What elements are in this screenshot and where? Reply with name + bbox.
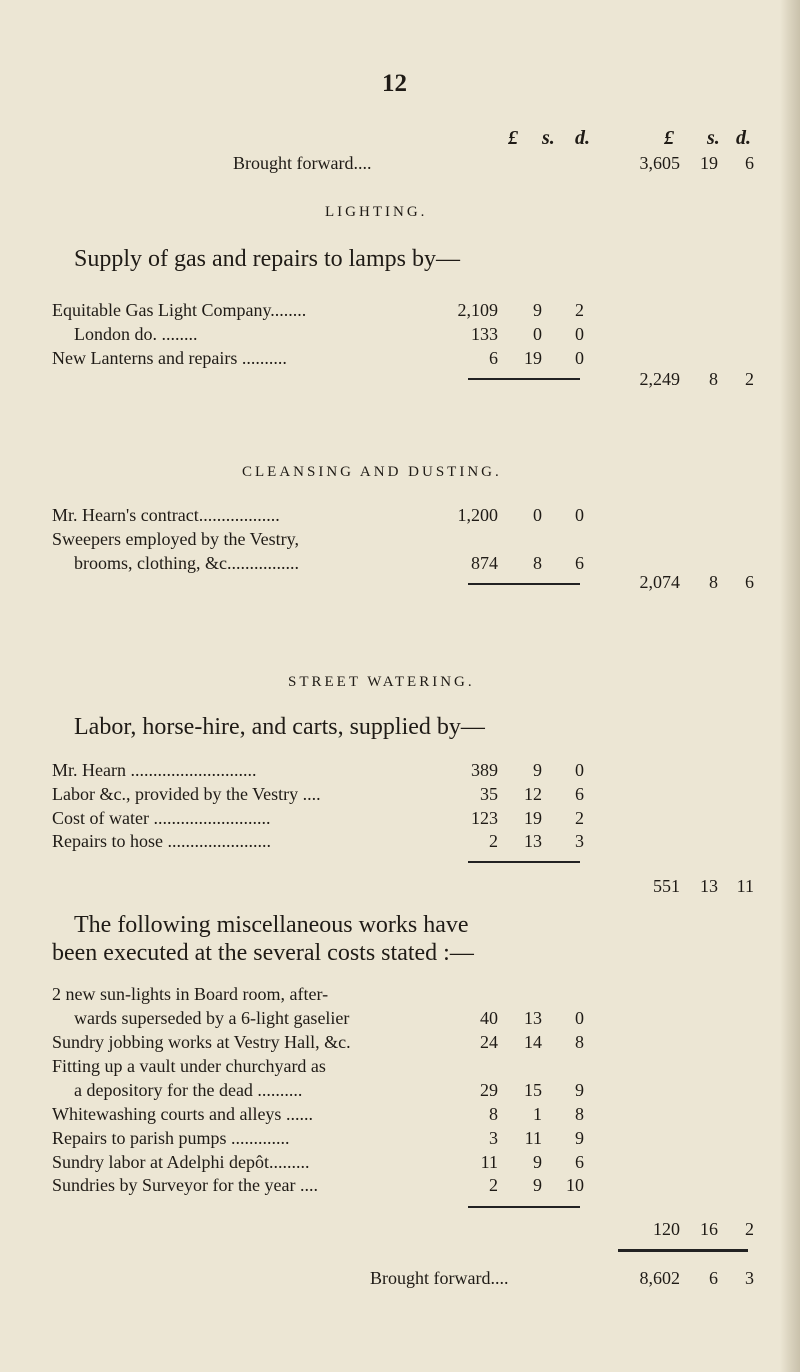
watering-intro: Labor, horse-hire, and carts, supplied by— [74,714,485,740]
item-label: Sweepers employed by the Vestry, [52,529,299,549]
lighting-item-row [0,300,800,326]
col-header-pence-2: d. [736,127,751,149]
item-pounds: 123 [471,808,498,828]
item-pounds: 8 [489,1104,498,1124]
item-pence: 8 [575,1104,584,1124]
item-label: wards superseded by a 6-light gaselier [74,1008,350,1028]
brought-forward-top-row [0,153,800,179]
item-pounds: 40 [480,1008,498,1028]
item-label: 2 new sun-lights in Board room, after- [52,984,329,1004]
col-header-pounds-1: £ [508,127,518,149]
item-shillings: 9 [533,760,542,780]
item-shillings: 0 [533,324,542,344]
misc-item-row [0,1175,800,1201]
total-pence: 6 [745,572,754,592]
total-pounds: 2,249 [639,369,680,389]
item-label: Repairs to parish pumps ............. [52,1128,290,1148]
item-pence: 9 [575,1128,584,1148]
item-shillings: 9 [533,1175,542,1195]
col-header-pence-1: d. [575,127,590,149]
item-shillings: 13 [524,1008,542,1028]
item-shillings: 9 [533,1152,542,1172]
item-shillings: 15 [524,1080,542,1100]
item-label: Fitting up a vault under churchyard as [52,1056,326,1076]
item-pounds: 2 [489,1175,498,1195]
misc-intro-line1: The following miscellaneous works have [74,912,469,938]
item-pence: 0 [575,324,584,344]
item-pounds: 6 [489,348,498,368]
item-pounds: 2,109 [457,300,498,320]
item-pounds: 3 [489,1128,498,1148]
item-pence: 0 [575,760,584,780]
item-shillings: 9 [533,300,542,320]
item-pence: 10 [566,1175,584,1195]
item-pounds: 1,200 [457,505,498,525]
total-pounds: 8,602 [639,1268,680,1288]
misc-intro-line2: been executed at the several costs stated :— [52,940,474,966]
total-shillings: 8 [709,369,718,389]
item-shillings: 0 [533,505,542,525]
item-pounds: 389 [471,760,498,780]
total-pence: 2 [745,1219,754,1239]
watering-total-row [0,876,800,902]
misc-item-row [0,1080,800,1106]
item-pounds: 29 [480,1080,498,1100]
item-pence: 3 [575,831,584,851]
subtotal-rule [468,861,580,863]
lighting-heading: LIGHTING. [325,204,428,220]
item-label: a depository for the dead .......... [74,1080,303,1100]
page-number: 12 [382,70,407,97]
item-pounds: 133 [471,324,498,344]
item-shillings: 13 [524,831,542,851]
misc-item-row [0,984,800,1010]
watering-item-row [0,760,800,786]
item-pence: 0 [575,1008,584,1028]
lighting-item-row [0,324,800,350]
col-header-pounds-2: £ [664,127,674,149]
watering-heading: STREET WATERING. [288,674,475,690]
total-pence: 3 [745,1268,754,1288]
item-pounds: 24 [480,1032,498,1052]
item-shillings: 19 [524,808,542,828]
item-label: Mr. Hearn ............................ [52,760,257,780]
item-shillings: 8 [533,553,542,573]
item-label: Mr. Hearn's contract.................. [52,505,280,525]
misc-item-row [0,1008,800,1034]
item-pence: 8 [575,1032,584,1052]
grand-total-rule [618,1249,748,1252]
total-shillings: 16 [700,1219,718,1239]
item-label: Cost of water .......................... [52,808,271,828]
item-label: Labor &c., provided by the Vestry .... [52,784,321,804]
item-label: New Lanterns and repairs .......... [52,348,287,368]
item-label: Sundries by Surveyor for the year .... [52,1175,318,1195]
item-shillings: 1 [533,1104,542,1124]
watering-item-row [0,784,800,810]
item-pence: 6 [575,553,584,573]
item-label: Sundry labor at Adelphi depôt......... [52,1152,310,1172]
item-shillings: 14 [524,1032,542,1052]
total-shillings: 13 [700,876,718,896]
item-shillings: 19 [524,348,542,368]
watering-item-row [0,831,800,857]
col-header-shillings-2: s. [707,127,720,149]
item-label: Sundry jobbing works at Vestry Hall, &c. [52,1032,351,1052]
total-pence: 6 [745,153,754,173]
total-pounds: 2,074 [639,572,680,592]
cleansing-total-row [0,572,800,598]
item-pence: 6 [575,1152,584,1172]
item-label: brooms, clothing, &c................ [74,553,299,573]
brought-forward-label: Brought forward.... [370,1268,509,1288]
total-shillings: 8 [709,572,718,592]
cleansing-item-row [0,505,800,531]
lighting-intro: Supply of gas and repairs to lamps by— [74,246,460,272]
item-label: Equitable Gas Light Company........ [52,300,307,320]
total-pounds: 551 [653,876,680,896]
item-pounds: 35 [480,784,498,804]
item-shillings: 12 [524,784,542,804]
misc-item-row [0,1032,800,1058]
misc-item-row [0,1128,800,1154]
total-shillings: 6 [709,1268,718,1288]
item-shillings: 11 [524,1128,542,1148]
item-pence: 2 [575,300,584,320]
brought-forward-bottom-row [0,1268,800,1294]
item-label: London do. ........ [74,324,198,344]
total-pounds: 120 [653,1219,680,1239]
item-pence: 9 [575,1080,584,1100]
total-shillings: 19 [700,153,718,173]
brought-forward-label: Brought forward.... [233,153,372,173]
item-pounds: 2 [489,831,498,851]
item-label: Repairs to hose ....................... [52,831,271,851]
item-pence: 6 [575,784,584,804]
misc-total-row [0,1219,800,1245]
lighting-total-row [0,369,800,395]
item-pence: 2 [575,808,584,828]
total-pounds: 3,605 [639,153,680,173]
item-pounds: 874 [471,553,498,573]
subtotal-rule [468,1206,580,1208]
cleansing-item-row [0,529,800,555]
item-label: Whitewashing courts and alleys ...... [52,1104,313,1124]
col-header-shillings-1: s. [542,127,555,149]
item-pence: 0 [575,348,584,368]
misc-item-row [0,1056,800,1082]
total-pence: 2 [745,369,754,389]
cleansing-heading: CLEANSING AND DUSTING. [242,464,502,480]
item-pence: 0 [575,505,584,525]
item-pounds: 11 [480,1152,498,1172]
total-pence: 11 [736,876,754,896]
misc-item-row [0,1104,800,1130]
